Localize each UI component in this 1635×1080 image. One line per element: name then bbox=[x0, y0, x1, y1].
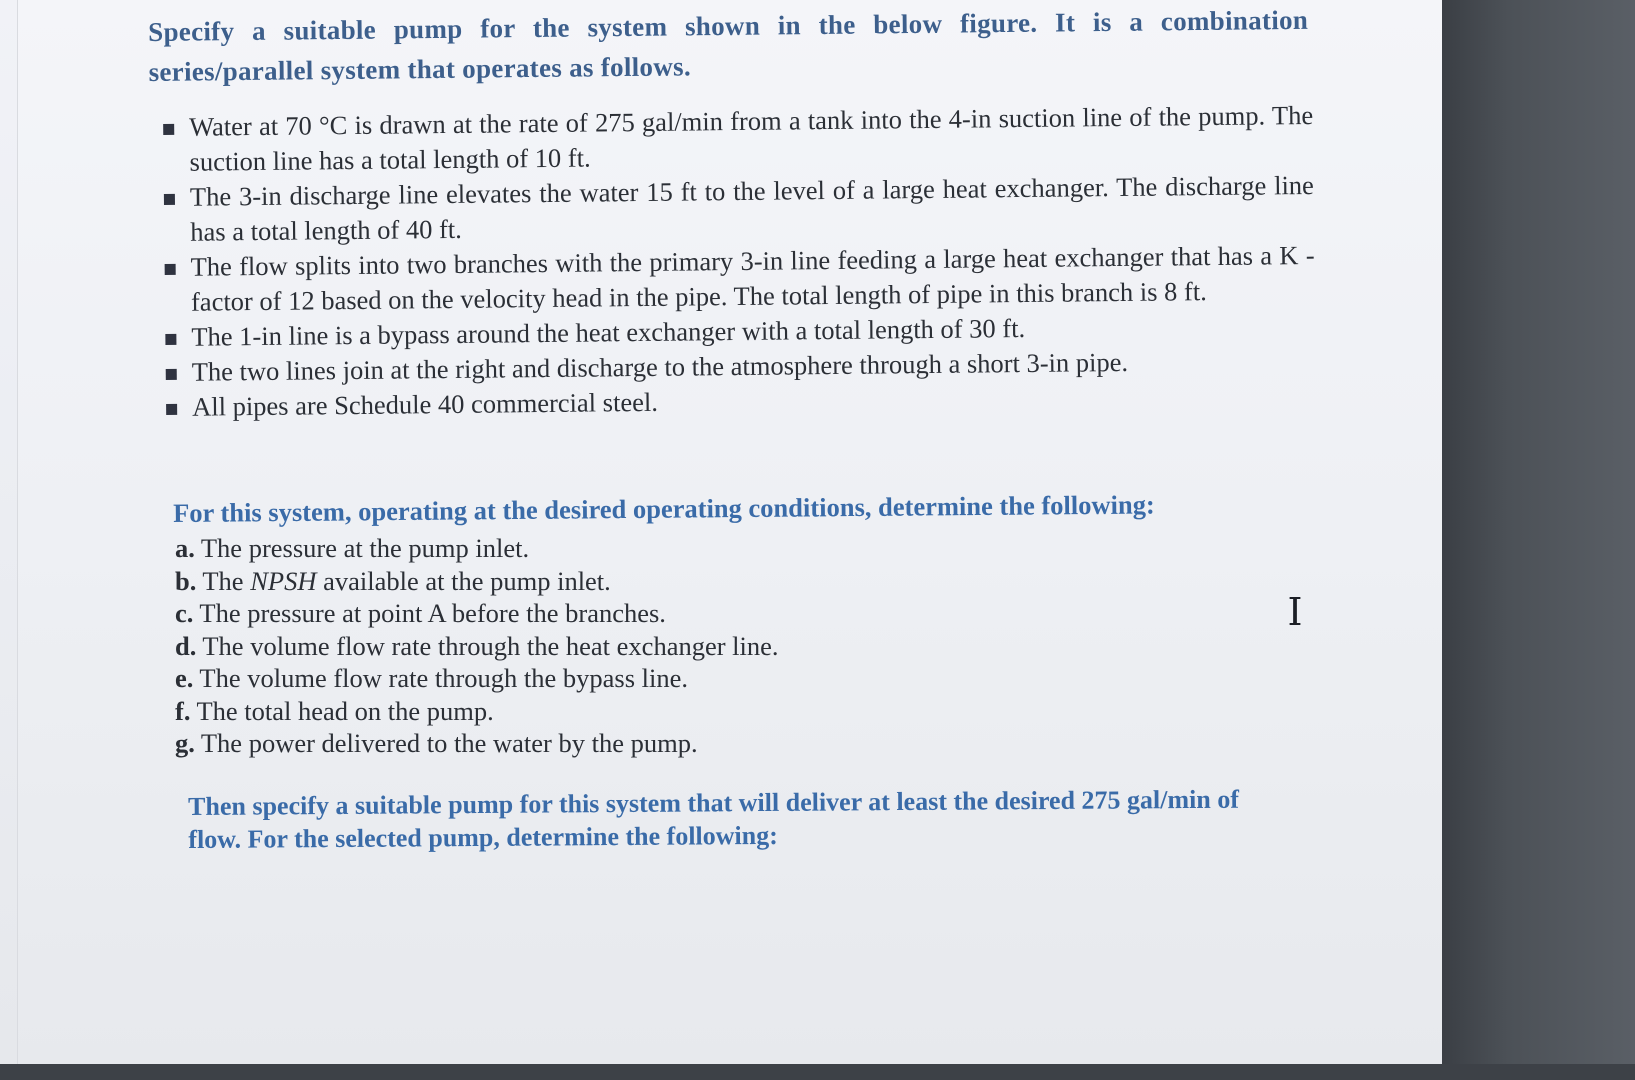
condition-text: The 1-in line is a bypass around the heat exchanger with a total length of 30 ft. bbox=[191, 312, 1026, 352]
question-text: The total head on the pump. bbox=[196, 695, 494, 726]
question-letter: g. bbox=[175, 728, 195, 758]
questions-heading: For this system, operating at the desired operating conditions, determine the following: bbox=[173, 489, 1155, 528]
question-item bbox=[175, 597, 1075, 630]
question-letter: c. bbox=[175, 598, 194, 628]
problem-heading: Specify a suitable pump for the system shown in the below figure. It is a combination series/parallel system that operates as follows. bbox=[148, 4, 1309, 87]
question-text: The pressure at point A before the branches. bbox=[199, 598, 666, 628]
square-bullet-icon bbox=[163, 124, 174, 135]
question-letter: e. bbox=[175, 663, 194, 693]
questions-list bbox=[175, 532, 1075, 760]
question-text: The bbox=[202, 565, 251, 596]
question-emphasis: NPSH bbox=[250, 565, 317, 596]
document-page bbox=[18, 0, 1442, 1064]
question-item bbox=[175, 695, 1075, 728]
question-letter: f. bbox=[175, 695, 191, 726]
question-text: The volume flow rate through the heat exchanger line. bbox=[202, 630, 779, 661]
question-letter: d. bbox=[175, 630, 197, 661]
question-item bbox=[175, 727, 1075, 760]
question-item bbox=[175, 565, 1075, 598]
question-letter: b. bbox=[175, 565, 197, 596]
monitor-bezel-bottom bbox=[0, 1064, 1635, 1080]
question-text: The pressure at the pump inlet. bbox=[200, 533, 530, 563]
condition-text: Water at 70 °C is drawn at the rate of 275 gal/min from a tank into the 4-in suction line of the pump. The suction line has a total length of 10 ft. bbox=[189, 99, 1314, 177]
question-item bbox=[175, 532, 1075, 565]
text-cursor-icon: I bbox=[1287, 590, 1303, 634]
condition-text: All pipes are Schedule 40 commercial steel. bbox=[191, 386, 659, 422]
condition-item bbox=[164, 168, 1315, 250]
question-letter: a. bbox=[175, 533, 195, 563]
pump-selection-note: Then specify a suitable pump for this system that will deliver at least the desired 275 gal/min of flow. For the selected pump, determine the following: bbox=[188, 784, 1240, 854]
question-item bbox=[175, 630, 1075, 663]
condition-item bbox=[163, 98, 1314, 180]
question-text: The volume flow rate through the bypass line. bbox=[199, 663, 689, 693]
square-bullet-icon bbox=[166, 404, 177, 415]
question-text-tail: available at the pump inlet. bbox=[316, 565, 611, 596]
square-bullet-icon bbox=[166, 369, 177, 380]
condition-text: The flow splits into two branches with the primary 3-in line feeding a large heat exchanger that has a K -factor of 12 based on the velocity head in the pipe. The total length of pipe in this branch is 8 ft. bbox=[190, 239, 1315, 317]
condition-item bbox=[164, 238, 1315, 320]
condition-text: The 3-in discharge line elevates the water 15 ft to the level of a large heat exchanger. The discharge line has a total length of 40 ft. bbox=[189, 169, 1315, 247]
square-bullet-icon bbox=[165, 334, 176, 345]
question-text: The power delivered to the water by the pump. bbox=[200, 728, 698, 758]
monitor-bezel-right bbox=[1440, 0, 1635, 1080]
question-item bbox=[175, 662, 1075, 695]
square-bullet-icon bbox=[165, 264, 176, 275]
square-bullet-icon bbox=[164, 194, 175, 205]
conditions-list bbox=[163, 98, 1316, 425]
condition-text: The two lines join at the right and discharge to the atmosphere through a short 3-in pipe. bbox=[191, 346, 1129, 387]
